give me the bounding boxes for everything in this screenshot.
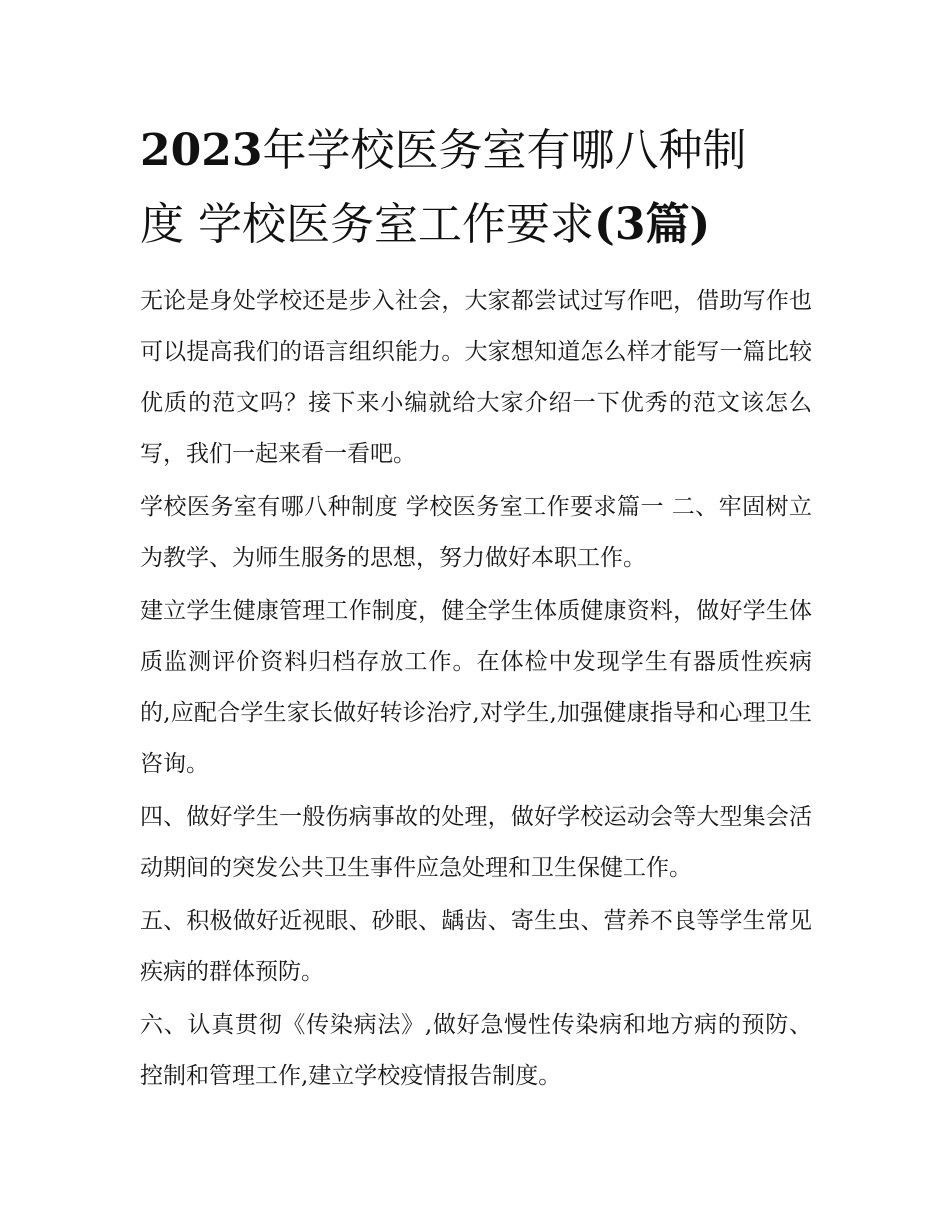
title-paren-count: (3 bbox=[594, 199, 646, 250]
document-body bbox=[140, 114, 812, 1104]
paragraph-item-four: 四、做好学生一般伤病事故的处理，做好学校运动会等大型集会活动期间的突发公共卫生事件应急处理和卫生保健工作。 bbox=[140, 804, 812, 881]
title-text-line2: 度 学校医务室工作要求 bbox=[140, 199, 594, 250]
title-text-line1: 年学校医务室有哪八种制 bbox=[262, 125, 747, 176]
title-year: 2023 bbox=[140, 125, 263, 176]
paragraph-section-one: 学校医务室有哪八种制度 学校医务室工作要求篇一 二、牢固树立为教学、为师生服务的思想，努力做好本职工作。 bbox=[140, 494, 812, 571]
paragraph-item-five: 五、积极做好近视眼、砂眼、龋齿、寄生虫、营养不良等学生常见疾病的群体预防。 bbox=[140, 908, 812, 985]
paragraph-health-management: 建立学生健康管理工作制度，健全学生体质健康资料，做好学生体质监测评价资料归档存放工作。在体检中发现学生有器质性疾病的,应配合学生家长做好转诊治疗,对学生,加强健康指导和心理卫生咨询。 bbox=[140, 598, 812, 777]
document-title bbox=[140, 114, 812, 262]
title-paren-unit: 篇) bbox=[645, 199, 711, 250]
paragraph-item-six: 六、认真贯彻《传染病法》,做好急慢性传染病和地方病的预防、控制和管理工作,建立学校疫情报告制度。 bbox=[140, 1012, 812, 1089]
paragraph-intro: 无论是身处学校还是步入社会，大家都尝试过写作吧，借助写作也可以提高我们的语言组织能力。大家想知道怎么样才能写一篇比较优质的范文吗？接下来小编就给大家介绍一下优秀的范文该怎么写，我们一起来看一看吧。 bbox=[140, 288, 812, 467]
